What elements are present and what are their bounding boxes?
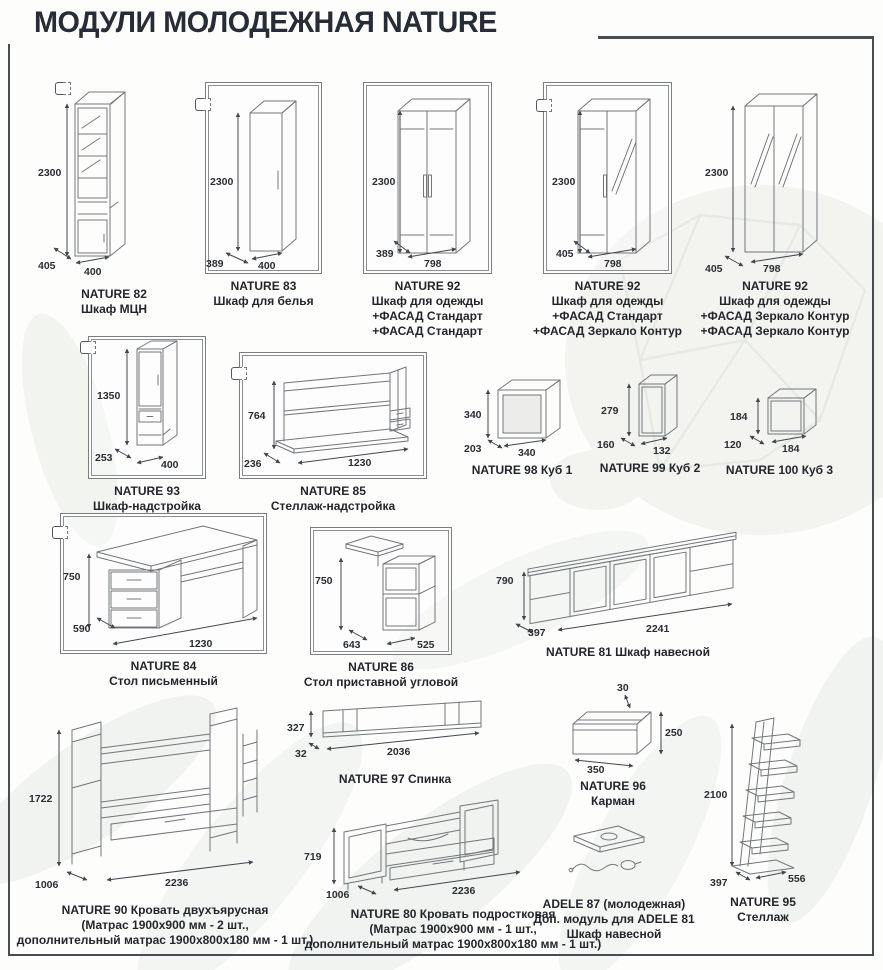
card-nature-96 bbox=[533, 678, 693, 809]
dim-depth: 590 bbox=[73, 623, 91, 635]
dim-height: 184 bbox=[730, 411, 748, 423]
dim-height: 2300 bbox=[372, 176, 396, 188]
dim-width: 2036 bbox=[387, 746, 411, 758]
page-frame-left bbox=[8, 44, 10, 954]
drawing-adele-87 bbox=[528, 822, 700, 892]
dim-height: 2300 bbox=[705, 167, 729, 179]
card-nature-92-std-mirror bbox=[533, 82, 682, 339]
drawing-nature-96 bbox=[533, 678, 693, 774]
dim-height: 340 bbox=[464, 409, 482, 421]
drawing-nature-90 bbox=[15, 696, 315, 898]
dim-height: 2300 bbox=[552, 176, 576, 188]
card-nature-95 bbox=[680, 698, 846, 925]
dim-depth: 405 bbox=[705, 263, 723, 275]
item-caption: NATURE 95 Стеллаж bbox=[730, 895, 796, 924]
dim-height: 279 bbox=[601, 405, 619, 417]
drawing-nature-98 bbox=[462, 372, 582, 458]
item-caption: NATURE 92 Шкаф для одежды +ФАСАД Стандарт +ФАСАД Зеркало Контур bbox=[533, 279, 682, 338]
dim-depth: 160 bbox=[597, 439, 615, 451]
drawing-nature-93 bbox=[89, 337, 205, 476]
page-frame-right bbox=[872, 36, 874, 956]
item-caption: NATURE 90 Кровать двухъярусная (Матрас 1900х900 мм - 2 шт., дополнительный матрас 1900х800х180 мм - 1 шт.) bbox=[16, 903, 314, 947]
dim-depth: 405 bbox=[38, 260, 56, 272]
item-caption: NATURE 85 Стеллаж-надстройка bbox=[270, 484, 396, 513]
item-caption: NATURE 92 Шкаф для одежды +ФАСАД Стандарт +ФАСАД Стандарт bbox=[371, 279, 484, 338]
dim-width: 798 bbox=[763, 263, 781, 275]
page-title: МОДУЛИ МОЛОДЕЖНАЯ NATURE bbox=[34, 6, 497, 39]
item-caption: NATURE 100 Куб 3 bbox=[725, 463, 834, 477]
item-caption: NATURE 92 Шкаф для одежды +ФАСАД Зеркало Контур +ФАСАД Зеркало Контур bbox=[700, 279, 850, 338]
drawing-nature-86 bbox=[311, 528, 451, 652]
dim-depth: 643 bbox=[343, 639, 361, 651]
dim-width: 2236 bbox=[452, 885, 476, 897]
dim-height: 250 bbox=[665, 727, 683, 739]
dim-width: 2241 bbox=[646, 623, 670, 635]
card-nature-85 bbox=[239, 352, 427, 514]
dim-depth: 389 bbox=[376, 248, 394, 260]
dim-depth: 1006 bbox=[35, 879, 59, 891]
dim-depth: 253 bbox=[95, 452, 113, 464]
dim-depth: 236 bbox=[244, 458, 262, 470]
drawing-nature-99 bbox=[595, 368, 705, 456]
dim-height: 790 bbox=[496, 575, 514, 587]
drawing-nature-85 bbox=[240, 353, 426, 476]
dim-height: 2300 bbox=[38, 167, 62, 179]
item-caption: NATURE 97 Спинка bbox=[338, 772, 452, 786]
dim-depth: 389 bbox=[206, 258, 224, 270]
card-nature-92-mirror-mirror bbox=[700, 80, 850, 339]
dim-width: 525 bbox=[417, 639, 435, 651]
dim-height: 764 bbox=[248, 410, 266, 422]
dim-width: 1230 bbox=[189, 638, 213, 650]
page-frame-bottom bbox=[8, 954, 874, 956]
item-caption: NATURE 84 Стол письменный bbox=[109, 659, 218, 688]
dim-width: 340 bbox=[518, 447, 536, 459]
drawing-nature-100 bbox=[722, 378, 837, 458]
item-caption: NATURE 80 Кровать подростковая (Матрас 1900х900 мм - 1 шт., дополнительный матрас 1900х800х180 мм - 1 шт.) bbox=[304, 907, 602, 951]
card-nature-82 bbox=[38, 76, 190, 317]
drawing-nature-95 bbox=[680, 698, 846, 890]
card-nature-83 bbox=[205, 82, 322, 309]
drawing-nature-83 bbox=[206, 83, 321, 271]
card-nature-92-std-std bbox=[363, 82, 492, 339]
drawing-nature-97 bbox=[285, 693, 505, 767]
dim-height: 327 bbox=[287, 722, 305, 734]
dim-width: 400 bbox=[161, 459, 179, 471]
dim-depth: 120 bbox=[724, 439, 742, 451]
dim-depth: 405 bbox=[556, 248, 574, 260]
dim-width: 400 bbox=[84, 266, 102, 278]
dim-depth: 32 bbox=[295, 748, 307, 760]
dim-height: 1350 bbox=[97, 390, 121, 402]
card-nature-90 bbox=[15, 696, 315, 948]
dim-width: 400 bbox=[258, 260, 276, 272]
card-adele-87 bbox=[528, 822, 700, 942]
item-caption: NATURE 83 Шкаф для белья bbox=[213, 279, 314, 308]
item-caption: NATURE 81 Шкаф навесной bbox=[546, 645, 710, 659]
dim-depth: 203 bbox=[464, 443, 482, 455]
drawing-nature-92-c bbox=[705, 80, 845, 274]
card-nature-99 bbox=[595, 368, 705, 476]
dim-height: 1722 bbox=[29, 793, 53, 805]
module-icon bbox=[52, 526, 68, 539]
item-caption: NATURE 98 Куб 1 bbox=[471, 463, 573, 477]
module-icon bbox=[80, 341, 96, 354]
item-caption: NATURE 93 Шкаф-надстройка bbox=[93, 484, 201, 513]
module-icon bbox=[195, 98, 211, 111]
dim-width: 184 bbox=[782, 443, 800, 455]
card-nature-97 bbox=[285, 693, 505, 787]
drawing-nature-92-a bbox=[364, 83, 491, 271]
item-caption: NATURE 82 Шкаф МЦН bbox=[81, 287, 147, 316]
drawing-nature-84 bbox=[61, 514, 266, 651]
dim-height: 750 bbox=[63, 571, 81, 583]
drawing-nature-81 bbox=[488, 516, 768, 640]
dim-depth: 1006 bbox=[326, 889, 350, 901]
module-icon bbox=[231, 367, 247, 380]
module-icon bbox=[536, 99, 552, 112]
dim-width: 2236 bbox=[165, 877, 189, 889]
dim-height: 2300 bbox=[210, 176, 234, 188]
item-caption: NATURE 86 Стол приставной угловой bbox=[303, 660, 459, 689]
item-caption: NATURE 99 Куб 2 bbox=[599, 461, 701, 475]
dim-height: 2100 bbox=[704, 789, 728, 801]
dim-width: 350 bbox=[587, 764, 605, 776]
dim-width: 556 bbox=[788, 873, 806, 885]
dim-width: 798 bbox=[424, 258, 442, 270]
drawing-nature-82 bbox=[38, 76, 190, 282]
card-nature-81 bbox=[488, 516, 768, 660]
card-nature-86 bbox=[303, 527, 459, 690]
item-caption: ADELE 87 (молодежная) Доп. модуль для ADELE 81 Шкаф навесной bbox=[533, 897, 695, 941]
dim-width: 132 bbox=[653, 445, 671, 457]
dim-height: 750 bbox=[315, 575, 333, 587]
item-caption: NATURE 96 Карман bbox=[580, 779, 646, 808]
dim-height: 719 bbox=[304, 851, 322, 863]
module-icon bbox=[55, 82, 71, 95]
dim-depth: 397 bbox=[528, 627, 546, 639]
dim-width: 798 bbox=[604, 258, 622, 270]
card-nature-98 bbox=[462, 372, 582, 478]
dim-depth: 397 bbox=[710, 877, 728, 889]
card-nature-84 bbox=[60, 513, 267, 689]
drawing-nature-92-b bbox=[544, 83, 671, 271]
dim-top: 30 bbox=[617, 682, 629, 694]
card-nature-100 bbox=[722, 378, 837, 478]
page-frame-top bbox=[598, 36, 874, 39]
dim-width: 1230 bbox=[348, 457, 372, 469]
card-nature-93 bbox=[88, 336, 206, 514]
